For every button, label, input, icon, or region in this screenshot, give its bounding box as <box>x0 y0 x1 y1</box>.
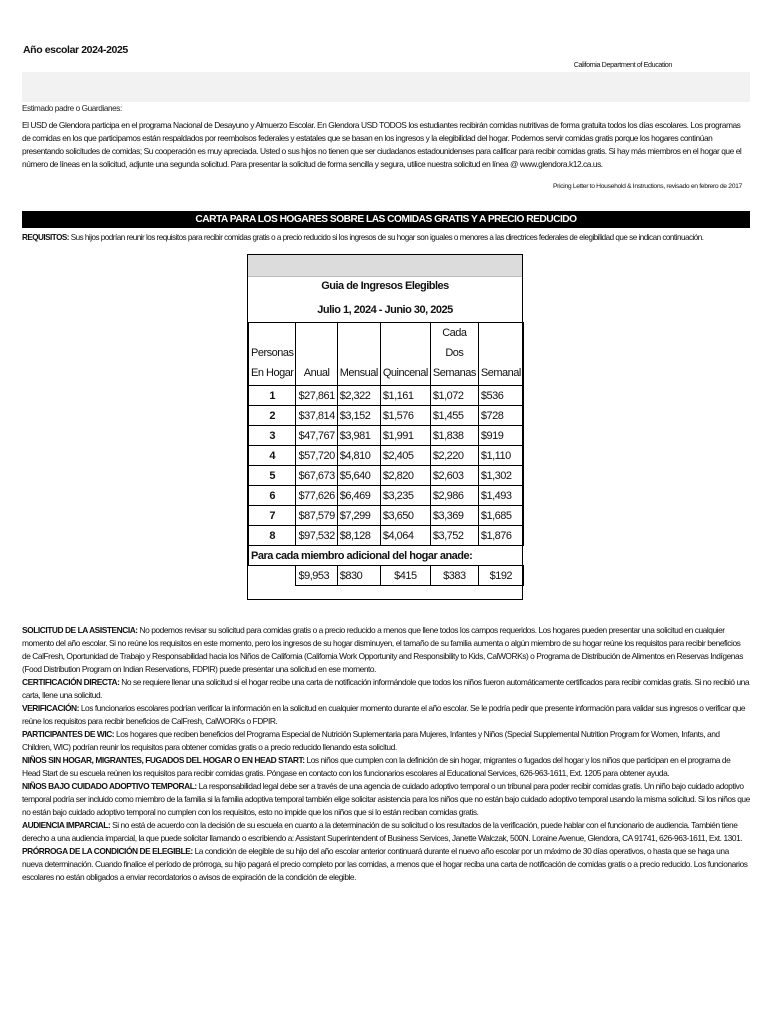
intro-paragraph: El USD de Glendora participa en el programa Nacional de Desayuno y Almuerzo Escolar. En Glendora USD TODOS los estudiantes recibirán comidas nutritivas de forma gratuita todos los días escolares. Los programas de comidas en los que participamos están respaldados por reembolsos federales y estatales que se basan en los ingresos y la elegibilidad del hogar. Podemos servir comidas gratis porque los hogares continúan presentando solicitudes de comidas; Su cooperación es muy apreciada. Usted o sus hijos no tienen que ser ciudadanos estadounidenses para calificar para recibir comidas gratis. Si hay más miembros en el hogar que el número de líneas en la solicitud, adjunte una segunda solicitud. Para presentar la solicitud de forma sencilla y segura, utilice nuestra solicitud en línea @ www.glendora.k12.ca.us. <box>22 120 742 169</box>
cell-mensual: $7,299 <box>337 506 380 526</box>
cell-anual: $27,861 <box>296 386 337 406</box>
cell-personas: 2 <box>249 406 296 426</box>
cell-anual: $87,579 <box>296 506 337 526</box>
cell-semanal: $1,493 <box>478 486 523 506</box>
policy-section <box>22 780 750 819</box>
cell-semanal: $728 <box>478 406 523 426</box>
cell-personas: 3 <box>249 426 296 446</box>
school-year: Año escolar 2024-2025 <box>23 44 128 56</box>
income-guidelines-table <box>247 254 523 600</box>
additional-label-row <box>249 546 524 566</box>
header-semanal: Semanal <box>478 323 523 386</box>
table-row <box>249 406 524 426</box>
table-row <box>249 506 524 526</box>
policy-section <box>22 624 750 676</box>
cell-anual: $37,814 <box>296 406 337 426</box>
blank-cell <box>249 566 296 586</box>
cell-quincenal: $3,650 <box>380 506 430 526</box>
section-label: CERTIFICACIÓN DIRECTA: <box>22 677 120 687</box>
section-text: La responsabilidad legal debe ser a través de una agencia de cuidado adoptivo temporal o un tribunal para poder recibir comidas gratis. Un niño bajo cuidado adoptivo temporal podría ser incluido como miembro de la familia si la familia adoptiva temporal también elige solicitar asistencia para los niños que no están bajo cuidado adoptivo temporal usando la misma solicitud. Si los niños que no están bajo cuidado adoptivo temporal no cumplen con los requisitos, esto no impide que los niños que si lo están reciban comidas gratis. <box>22 781 750 817</box>
header-anual: Anual <box>296 323 337 386</box>
cell-cada-dos-semanas: $2,220 <box>430 446 478 466</box>
policy-section <box>22 754 750 780</box>
additional-values-row <box>249 566 524 586</box>
header-band <box>22 72 750 102</box>
cell-personas: 7 <box>249 506 296 526</box>
section-label: VERIFICACIÓN: <box>22 703 79 713</box>
table-row <box>249 386 524 406</box>
letter-banner: CARTA PARA LOS HOGARES SOBRE LAS COMIDAS GRATIS Y A PRECIO REDUCIDO <box>22 211 750 228</box>
header-quincenal: Quincenal <box>380 323 430 386</box>
additional-cada-dos-semanas: $383 <box>430 566 478 586</box>
cell-quincenal: $2,820 <box>380 466 430 486</box>
table-row <box>249 446 524 466</box>
cell-cada-dos-semanas: $1,838 <box>430 426 478 446</box>
cell-mensual: $4,810 <box>337 446 380 466</box>
revised-note: Pricing Letter to Household & Instructions, revisado en febrero de 2017 <box>552 183 742 190</box>
requirements-text: Sus hijos podrían reunir los requisitos para recibir comidas gratis o a precio reducido si los ingresos de su hogar son iguales o menores a las directrices federales de elegibilidad que se indican continuación. <box>68 233 704 242</box>
cell-semanal: $1,110 <box>478 446 523 466</box>
cell-quincenal: $2,405 <box>380 446 430 466</box>
table-header-band <box>248 255 522 277</box>
table-row <box>249 486 524 506</box>
cell-mensual: $3,981 <box>337 426 380 446</box>
cell-personas: 6 <box>249 486 296 506</box>
policy-section <box>22 702 750 728</box>
table-header-row <box>249 323 524 386</box>
section-label: PRÓRROGA DE LA CONDICIÓN DE ELEGIBLE: <box>22 846 193 856</box>
cell-cada-dos-semanas: $3,752 <box>430 526 478 546</box>
cell-semanal: $536 <box>478 386 523 406</box>
cell-personas: 5 <box>249 466 296 486</box>
header-personas: Personas En Hogar <box>249 323 296 386</box>
cell-semanal: $1,302 <box>478 466 523 486</box>
table-row <box>249 526 524 546</box>
header-mensual: Mensual <box>337 323 380 386</box>
section-label: NIÑOS BAJO CUIDADO ADOPTIVO TEMPORAL: <box>22 781 197 791</box>
requirements-label: REQUISITOS: <box>22 233 69 242</box>
table-subtitle: Julio 1, 2024 - Junio 30, 2025 <box>317 304 453 316</box>
cell-mensual: $2,322 <box>337 386 380 406</box>
cell-quincenal: $4,064 <box>380 526 430 546</box>
section-text: No podemos revisar su solicitud para comidas gratis o a precio reducido a menos que llene todos los campos requeridos. Los hogares pueden presentar una solicitud en cualquier momento del año escolar. Si no reúne los requisitos en este momento, pero los ingresos de su hogar disminuyen, el tamaño de su familia aumenta o algún miembro de su hogar reúne los requisitos para recibir beneficios de CalFresh, Oportunidad de Trabajo y Responsabilidad hacia los Niños de California (California Work Opportunity and Responsibility to Kids, CalWORKs) o Programa de Distribución de Alimentos en Reservas Indígenas (Food Distribution Program on Indian Reservations, FDPIR) puede presentar una solicitud en ese momento. <box>22 625 743 674</box>
section-text: Los funcionarios escolares podrían verificar la información en la solicitud en cualquier momento durante el año escolar. Se le podría pedir que presente información para validar sus ingresos o verificar que reúne los requisitos para recibir beneficios de CalFresh, CalWORKs o FDPIR. <box>22 703 746 726</box>
additional-quincenal: $415 <box>380 566 430 586</box>
section-label: PARTICIPANTES DE WIC: <box>22 729 115 739</box>
cell-mensual: $5,640 <box>337 466 380 486</box>
cell-quincenal: $3,235 <box>380 486 430 506</box>
section-label: NIÑOS SIN HOGAR, MIGRANTES, FUGADOS DEL HOGAR O EN HEAD START: <box>22 755 305 765</box>
income-table <box>248 322 524 586</box>
section-text: Los hogares que reciben beneficios del Programa Especial de Nutrición Suplementaria para Mujeres, Infantes y Niños (Special Supplemental Nutrition Program for Women, Infants, and Children, WIC) podrían reunir los requisitos para obtener comidas gratis o a precio reducido llenando esta solicitud. <box>22 729 720 752</box>
cell-semanal: $1,876 <box>478 526 523 546</box>
additional-member-label: Para cada miembro adicional del hogar anade: <box>249 546 524 566</box>
cell-mensual: $6,469 <box>337 486 380 506</box>
table-row <box>249 426 524 446</box>
policy-sections <box>22 624 750 884</box>
cell-personas: 8 <box>249 526 296 546</box>
table-title: Guia de Ingresos Elegibles <box>321 280 449 292</box>
cell-personas: 4 <box>249 446 296 466</box>
cell-cada-dos-semanas: $1,455 <box>430 406 478 426</box>
additional-semanal: $192 <box>478 566 523 586</box>
section-text: Los niños que cumplen con la definición de sin hogar, migrantes o fugados del hogar y los niños que participan en el programa de Head Start de su escuela reúnen los requisitos para recibir comidas gratis. Póngase en contacto con los funcionarios escolares al Educational Services, 626-963-1611, Ext. 1205 para obtener ayuda. <box>22 755 731 778</box>
section-text: Si no está de acuerdo con la decisión de su escuela en cuanto a la determinación de su solicitud o los resultados de la verificación, puede hablar con el funcionario de audiencia. También tiene derecho a una audiencia imparcial, la que puede solicitar llamando o escribiendo a: Assistant Superintendent of Business Services, Janette Walczak, 500N. Loraine Avenue, Glendora, CA 91741, 626-963-1611, Ext. 1301. <box>22 820 743 843</box>
cell-anual: $47,767 <box>296 426 337 446</box>
section-text: No se requiere llenar una solicitud si el hogar recibe una carta de notificación informándole que todos los niños fueron automáticamente certificados para recibir comidas gratis. Si no recibió una carta, llene una solicitud. <box>22 677 750 700</box>
cell-anual: $67,673 <box>296 466 337 486</box>
cell-personas: 1 <box>249 386 296 406</box>
cell-quincenal: $1,576 <box>380 406 430 426</box>
section-label: AUDIENCIA IMPARCIAL: <box>22 820 111 830</box>
cell-cada-dos-semanas: $1,072 <box>430 386 478 406</box>
policy-section <box>22 728 750 754</box>
cell-mensual: $3,152 <box>337 406 380 426</box>
cell-quincenal: $1,161 <box>380 386 430 406</box>
cell-semanal: $1,685 <box>478 506 523 526</box>
cell-anual: $97,532 <box>296 526 337 546</box>
header-cada-dos-semanas: Cada Dos Semanas <box>430 323 478 386</box>
table-row <box>249 466 524 486</box>
cell-semanal: $919 <box>478 426 523 446</box>
cell-cada-dos-semanas: $2,603 <box>430 466 478 486</box>
cell-cada-dos-semanas: $3,369 <box>430 506 478 526</box>
cell-quincenal: $1,991 <box>380 426 430 446</box>
cell-mensual: $8,128 <box>337 526 380 546</box>
section-text: La condición de elegible de su hijo del año escolar anterior continuará durante el nuevo año escolar por un máximo de 30 días operativos, o hasta que se haga una nueva determinación. Cuando finalice el período de prórroga, su hijo pagará el precio completo por las comidas, a menos que el hogar reciba una carta de notificación de comidas gratis o a precio reducido. Los funcionarios escolares no están obligados a enviar recordatorios o avisos de expiración de la condición de elegible. <box>22 846 748 882</box>
cell-cada-dos-semanas: $2,986 <box>430 486 478 506</box>
cell-anual: $77,626 <box>296 486 337 506</box>
policy-section <box>22 845 750 884</box>
additional-anual: $9,953 <box>296 566 337 586</box>
policy-section <box>22 676 750 702</box>
salutation: Estimado padre o Guardianes: <box>22 104 122 113</box>
policy-section <box>22 819 750 845</box>
section-label: SOLICITUD DE LA ASISTENCIA: <box>22 625 138 635</box>
additional-mensual: $830 <box>337 566 380 586</box>
department-name: California Department of Education <box>573 60 672 69</box>
cell-anual: $57,720 <box>296 446 337 466</box>
requirements-line <box>22 233 757 242</box>
